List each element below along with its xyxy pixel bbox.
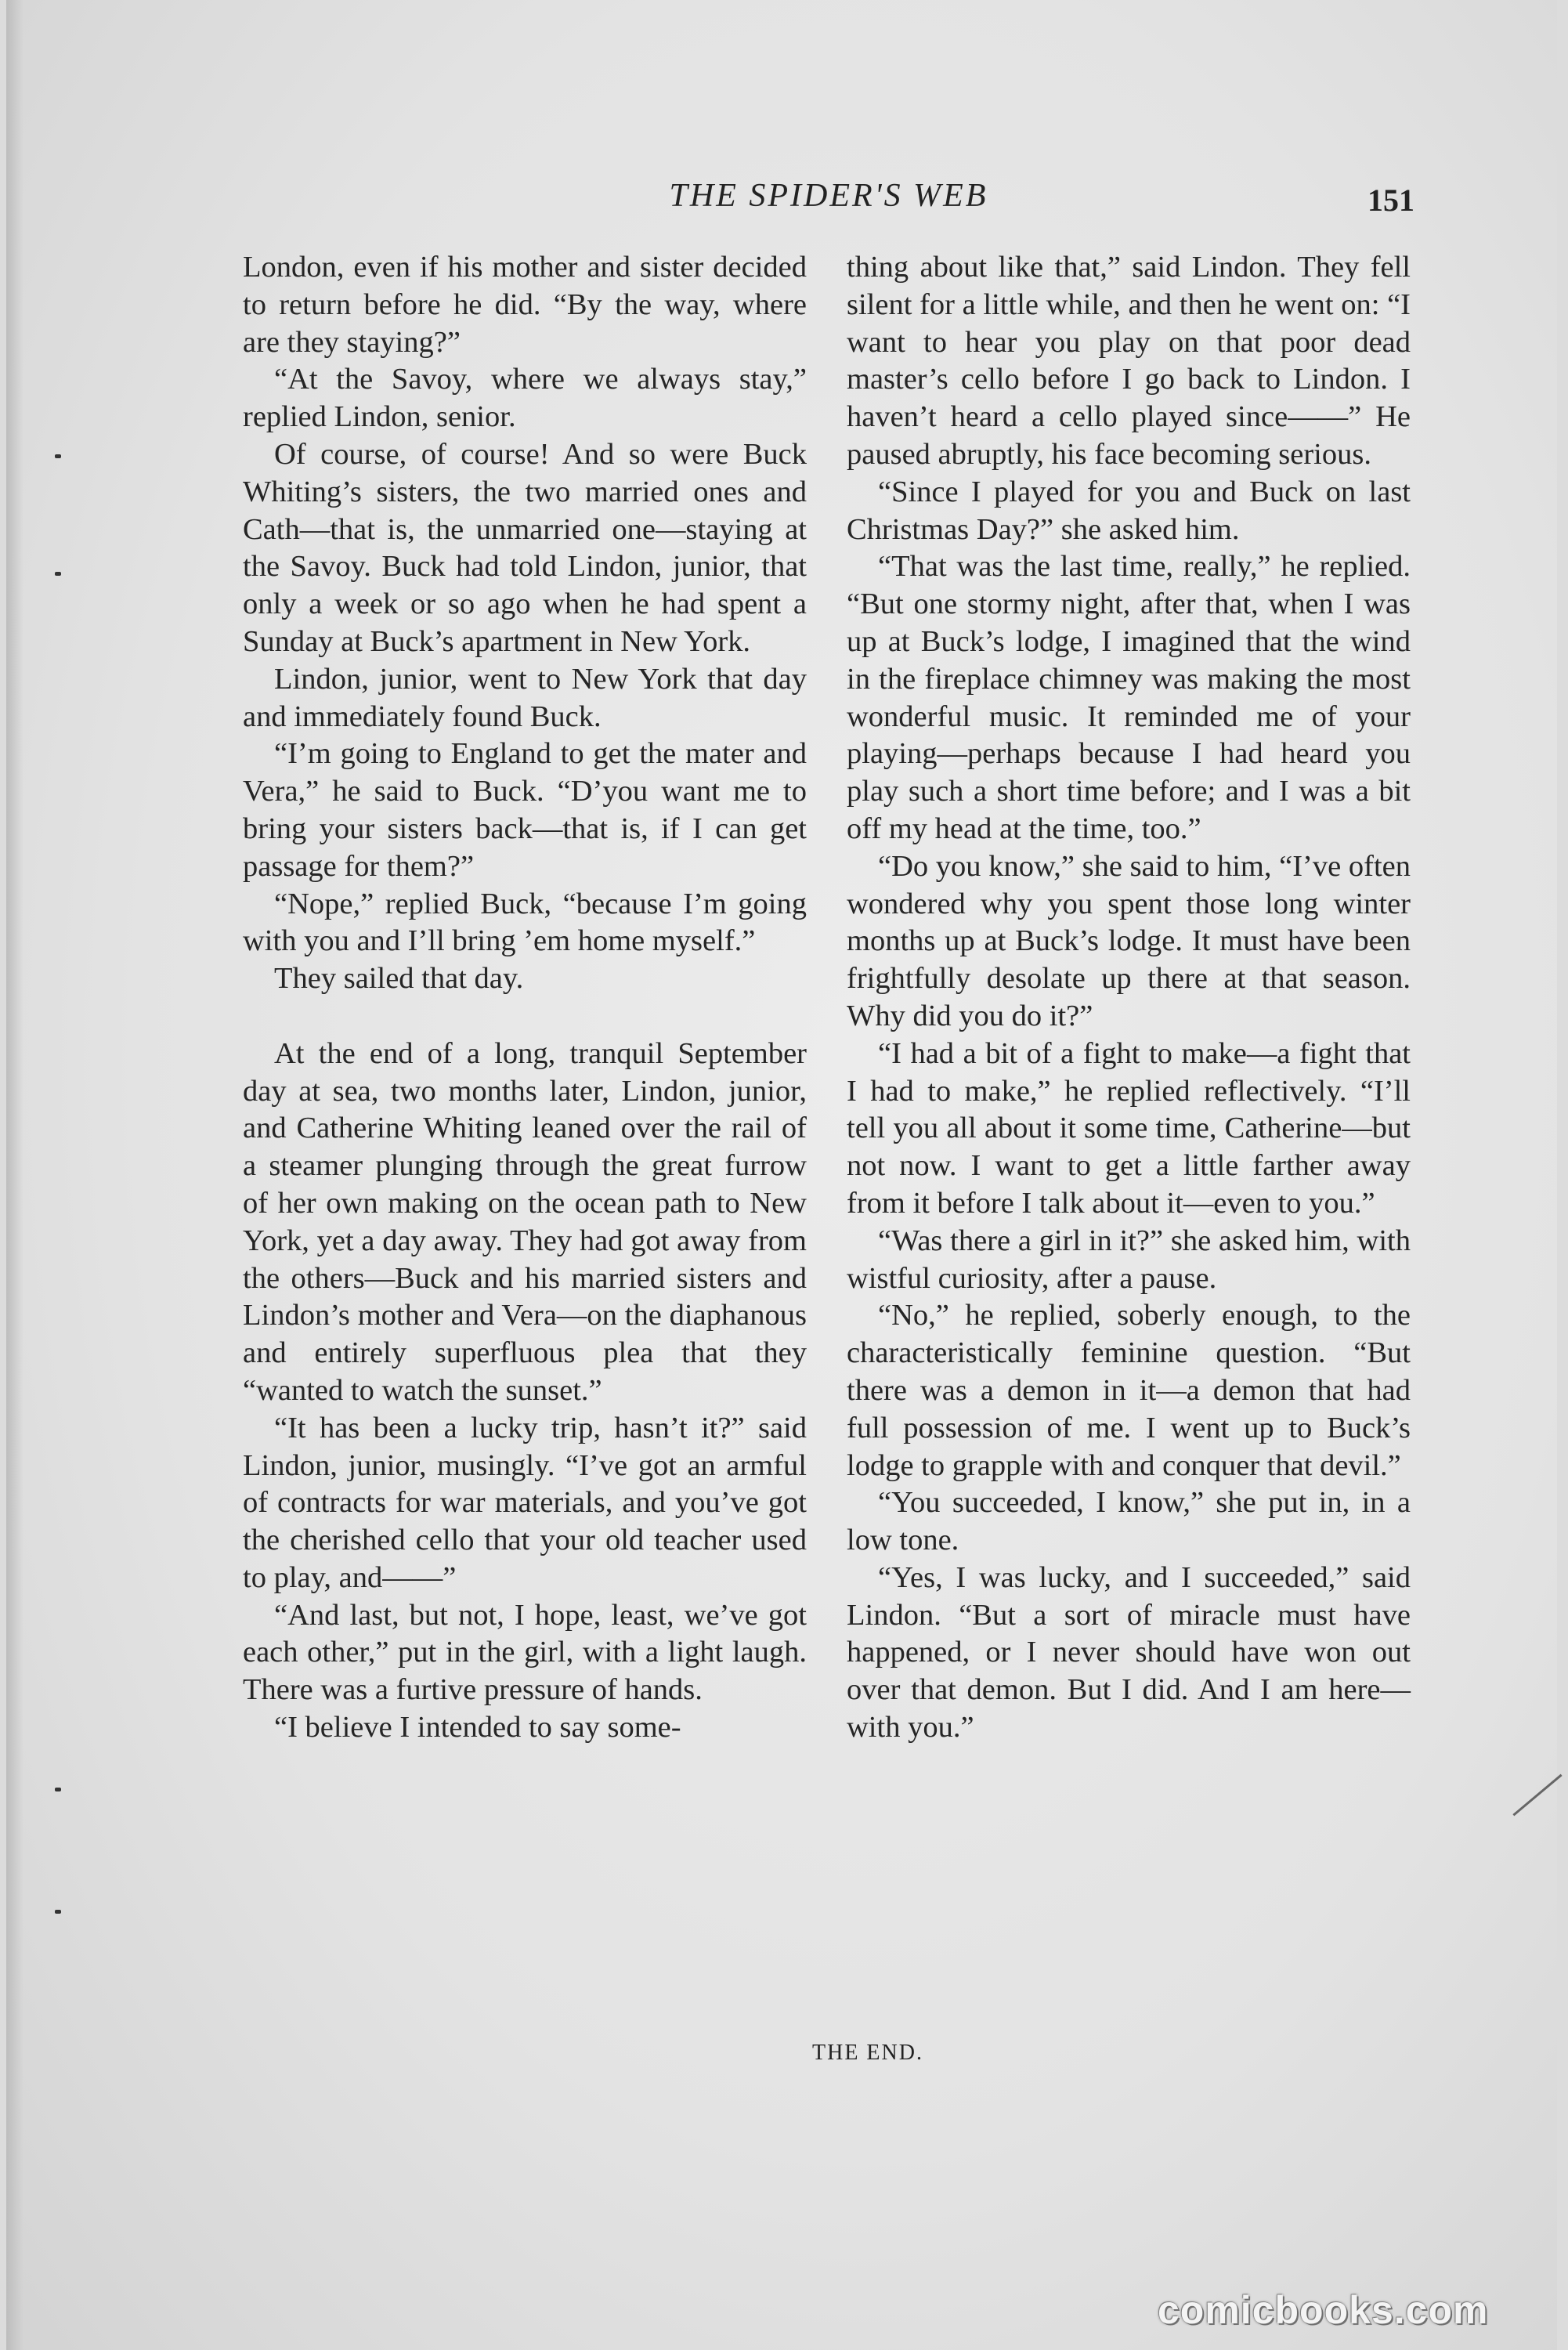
paragraph: “Nope,” replied Buck, “because I’m going with you and I’ll bring ’em home myself.”: [243, 887, 807, 958]
paragraph: “I believe I intended to say some-: [274, 1711, 681, 1744]
paragraph: “It has been a lucky trip, hasn’t it?” said Lindon, junior, musingly. “I’ve got an armful of contracts for war materials, and you’ve got the cherished cello that your old teacher used to play, and——”: [243, 1411, 807, 1594]
paragraph: “No,” he replied, soberly enough, to the characteristically feminine question. “But there was a demon in it—a demon that had full possession of me. I went up to Buck’s lodge to grapple with and conquer that devil.”: [847, 1299, 1411, 1482]
paragraph: At the end of a long, tranquil September day at sea, two months later, Lindon, junior, and Catherine Whiting leaned over the rail of a steamer plunging through the great furrow of her own making on the ocean path to New York, yet a day away. They had got away from the others—Buck and his married sisters and Lindon’s mother and Vera—on the diaphanous and entirely superfluous plea that they “wanted to watch the sunset.”: [243, 1036, 807, 1407]
paragraph: “And last, but not, I hope, least, we’ve got each other,” put in the girl, with a light laugh. There was a furtive pressure of hands.: [243, 1598, 807, 1707]
book-page: [6, 0, 1557, 2350]
running-title: THE SPIDER'S WEB: [669, 178, 988, 214]
binding-hole-mark: [55, 454, 61, 458]
paragraph: “Since I played for you and Buck on last Christmas Day?” she asked him.: [847, 475, 1411, 546]
paragraph: “Was there a girl in it?” she asked him, with wistful curiosity, after a pause.: [847, 1224, 1411, 1295]
binding-hole-mark: [55, 572, 61, 576]
binding-hole-mark: [55, 1910, 61, 1914]
paragraph: London, even if his mother and sister decided to return before he did. “By the way, where are they staying?”: [243, 251, 807, 359]
paragraph: They sailed that day.: [274, 962, 524, 996]
end-mark: THE END.: [812, 2041, 923, 2065]
paragraph: thing about like that,” said Lindon. They fell silent for a little while, and then he went on: “I want to hear you play on that poor dead master’s cello before I go back to Lindon. I haven’t heard a cello played since——” He paused abruptly, his face becoming serious.: [847, 251, 1411, 471]
watermark-logo: comicbooks.com: [1158, 2288, 1489, 2332]
paragraph: “Yes, I was lucky, and I succeeded,” said Lindon. “But a sort of miracle must have happened, or I never should have won out over that demon. But I did. And I am here—with you.”: [847, 1560, 1411, 1744]
paragraph: “I had a bit of a fight to make—a fight that I had to make,” he replied reflectively. “I’ll tell you all about it some time, Catherine—but not now. I want to get a little farther away from it before I talk about it—even to you.”: [847, 1036, 1411, 1220]
paragraph: “I’m going to England to get the mater and Vera,” he said to Buck. “D’you want me to bring your sisters back—that is, if I can get passage for them?”: [243, 737, 807, 883]
paragraph: “Do you know,” she said to him, “I’ve often wondered why you spent those long winter months up at Buck’s lodge. It must have been frightfully desolate up there at that season. Why did you do it?”: [847, 849, 1411, 1032]
paragraph: Lindon, junior, went to New York that day and immediately found Buck.: [243, 662, 807, 733]
right-text-column: [847, 249, 1411, 1747]
binding-hole-mark: [55, 1788, 61, 1791]
paragraph: “That was the last time, really,” he replied. “But one stormy night, after that, when I was up at Buck’s lodge, I imagined that the wind in the fireplace chimney was making the most wonderful music. It reminded me of your playing—perhaps because I had heard you play such a short time before; and I was a bit off my head at the time, too.”: [847, 550, 1411, 845]
paragraph: “You succeeded, I know,” she put in, in a low tone.: [847, 1486, 1411, 1557]
page-number: 151: [1367, 183, 1414, 218]
paragraph: “At the Savoy, where we always stay,” replied Lindon, senior.: [243, 363, 807, 434]
pencil-mark: [1512, 1774, 1562, 1817]
page-edge-shadow: [6, 0, 23, 2350]
left-text-column: [243, 249, 807, 1747]
paragraph: Of course, of course! And so were Buck Whiting’s sisters, the two married ones and Cath—that is, the unmarried one—staying at the Savoy. Buck had told Lindon, junior, that only a week or so ago when he had spent a Sunday at Buck’s apartment in New York.: [243, 437, 807, 658]
